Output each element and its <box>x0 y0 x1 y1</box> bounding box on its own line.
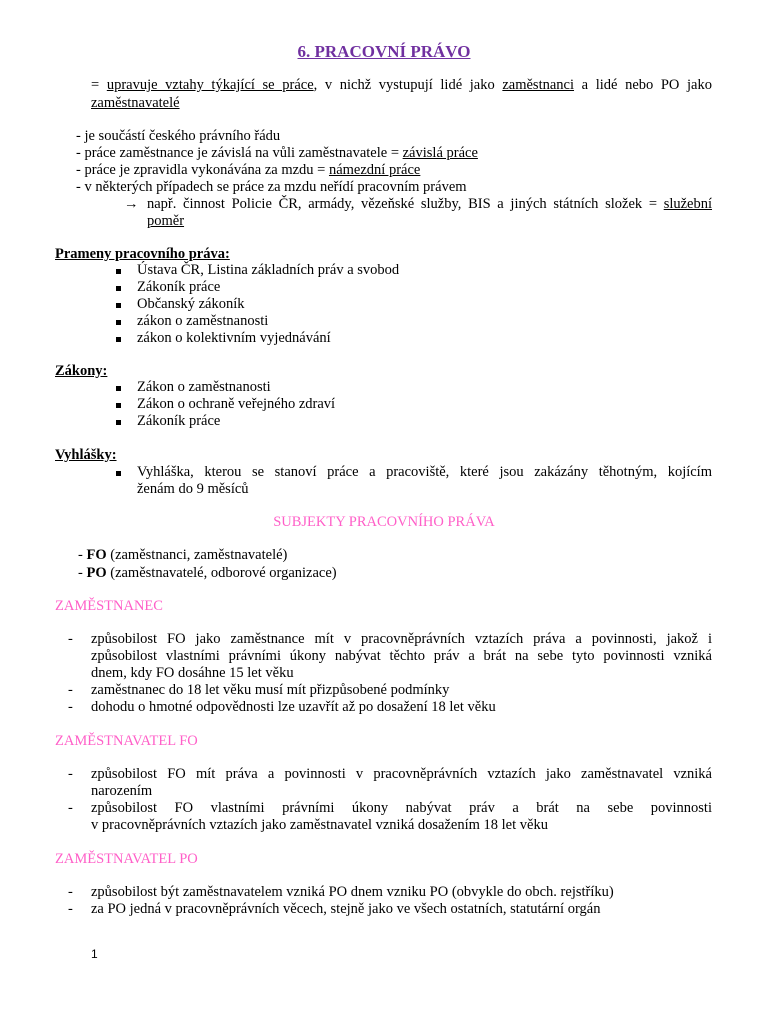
bullet-item <box>116 379 335 396</box>
employee-item-3: dohodu o hmotné odpovědnosti lze uzavřít až po dosažení 18 let věku <box>91 699 496 715</box>
page-title: 6. PRACOVNÍ PRÁVO <box>297 42 471 61</box>
section-heading-decrees: Vyhlášky: <box>55 447 117 463</box>
list-item <box>76 145 478 162</box>
arrow-item-text: např. činnost Policie ČR, armády, vězeňské služby, BIS a jiných státních složek = <box>147 196 657 212</box>
laws-list <box>116 379 335 430</box>
arrow-icon: → <box>124 196 139 212</box>
square-bullet-icon <box>116 464 126 481</box>
employer-po-item-2: za PO jedná v pracovněprávních věcech, stejně jako ve všech ostatních, statutární orgán <box>91 901 601 917</box>
employer-po-item-1: způsobilost být zaměstnavatelem vzniká PO dnem vzniku PO (obvykle do obch. rejstříku) <box>91 884 614 900</box>
section-heading-employer-po: ZAMĚSTNAVATEL PO <box>55 851 198 867</box>
square-bullet-icon <box>116 379 126 396</box>
bullet-item-text: Zákoník práce <box>137 413 221 429</box>
bullet-item <box>116 413 335 430</box>
dash-marker: - <box>68 884 73 900</box>
dash-marker: - <box>76 145 81 161</box>
bullet-item <box>116 396 335 413</box>
dash-marker: - <box>76 179 81 195</box>
intro-term-employers: zaměstnavatelé <box>91 95 180 111</box>
sources-list <box>116 262 399 347</box>
square-bullet-icon <box>116 313 126 330</box>
list-item-text: (zaměstnavatelé, odborové organizace) <box>110 565 337 581</box>
section-heading-employee: ZAMĚSTNANEC <box>55 598 163 614</box>
intro-term-employees: zaměstnanci <box>502 77 575 93</box>
section-heading-subjects: SUBJEKTY PRACOVNÍHO PRÁVA <box>273 514 495 530</box>
square-bullet-icon <box>116 279 126 296</box>
dash-marker: - <box>68 800 73 816</box>
intro-eq: = <box>91 77 100 93</box>
list-item <box>76 162 420 179</box>
bullet-item <box>116 279 399 296</box>
decree-line-2: ženám do 9 měsíců <box>137 481 249 497</box>
intro-text-1: , v nichž vystupují lidé jako <box>313 77 495 93</box>
square-bullet-icon <box>116 296 126 313</box>
employer-fo-item-2-line-1: způsobilost FO vlastními právními úkony nabývat práv a brát na sebe povinnosti <box>91 800 712 816</box>
dash-marker: - <box>68 699 73 715</box>
bullet-item <box>116 296 399 313</box>
square-bullet-icon <box>116 262 126 279</box>
dash-marker: - <box>68 901 73 917</box>
dash-marker: - <box>76 162 81 178</box>
dash-marker: - <box>68 682 73 698</box>
label-po: PO <box>86 565 107 581</box>
employee-item-1-line-2: způsobilost vlastními právními úkony nabývat těchto práv a brát na sebe tyto povinnosti vzniká <box>91 648 712 664</box>
section-heading-laws: Zákony: <box>55 363 108 379</box>
bullet-item <box>116 262 399 279</box>
bullet-item <box>116 330 399 347</box>
dash-marker: - <box>76 128 81 144</box>
square-bullet-icon <box>116 413 126 430</box>
bullet-item-text: Zákon o zaměstnanosti <box>137 379 271 395</box>
term-dependent-work: závislá práce <box>402 145 478 161</box>
page-number: 1 <box>91 947 98 961</box>
bullet-item-text: Ústava ČR, Listina základních práv a svobod <box>137 262 400 278</box>
bullet-item-text: zákon o kolektivním vyjednávání <box>137 330 331 346</box>
list-item-text: je součástí českého právního řádu <box>84 128 281 144</box>
list-item <box>78 565 337 582</box>
bullet-item <box>116 313 399 330</box>
bullet-item-text: Zákoník práce <box>137 279 221 295</box>
list-item-text: v některých případech se práce za mzdu neřídí pracovním právem <box>84 179 467 195</box>
term-service-2: poměr <box>147 213 185 229</box>
intro-definition: upravuje vztahy týkající se práce <box>106 77 314 93</box>
employee-item-1-line-1: způsobilost FO jako zaměstnance mít v pracovněprávních vztazích práva a povinnosti, jakož i <box>91 631 712 647</box>
section-heading-employer-fo: ZAMĚSTNAVATEL FO <box>55 733 198 749</box>
list-item-text: (zaměstnanci, zaměstnavatelé) <box>110 547 288 563</box>
dash-marker: - <box>68 766 73 782</box>
list-item <box>76 179 467 196</box>
dash-marker: - <box>78 565 83 581</box>
square-bullet-icon <box>116 396 126 413</box>
arrow-item-line-1 <box>147 196 712 213</box>
bullet-item-text: Občanský zákoník <box>137 296 245 312</box>
list-item <box>78 547 287 564</box>
intro-text-2: a lidé nebo PO jako <box>581 77 712 93</box>
section-heading-sources: Prameny pracovního práva: <box>55 246 230 262</box>
employer-fo-item-1-line-1: způsobilost FO mít práva a povinnosti v pracovněprávních vztazích jako zaměstnavatel vzniká <box>91 766 712 782</box>
employer-fo-item-1-line-2: narozením <box>91 783 153 799</box>
intro-line-1 <box>91 77 712 94</box>
dash-marker: - <box>78 547 83 563</box>
list-item-text: práce zaměstnance je závislá na vůli zaměstnavatele = <box>84 145 399 161</box>
employee-item-2: zaměstnanec do 18 let věku musí mít přizpůsobené podmínky <box>91 682 450 698</box>
square-bullet-icon <box>116 330 126 347</box>
dash-marker: - <box>68 631 73 647</box>
list-item-text: práce je zpravidla vykonávána za mzdu = <box>84 162 326 178</box>
employee-item-1-line-3: dnem, kdy FO dosáhne 15 let věku <box>91 665 294 681</box>
list-item <box>76 128 280 145</box>
bullet-item-text: Zákon o ochraně veřejného zdraví <box>137 396 336 412</box>
term-service-1: služební <box>663 196 713 212</box>
bullet-item-text: zákon o zaměstnanosti <box>137 313 269 329</box>
term-wage-work: námezdní práce <box>328 162 421 178</box>
employer-fo-item-2-line-2: v pracovněprávních vztazích jako zaměstnavatel vzniká dosažením 18 let věku <box>91 817 548 833</box>
label-fo: FO <box>86 547 107 563</box>
decree-line-1: Vyhláška, kterou se stanoví práce a pracoviště, které jsou zakázány těhotným, kojícím <box>137 464 712 480</box>
